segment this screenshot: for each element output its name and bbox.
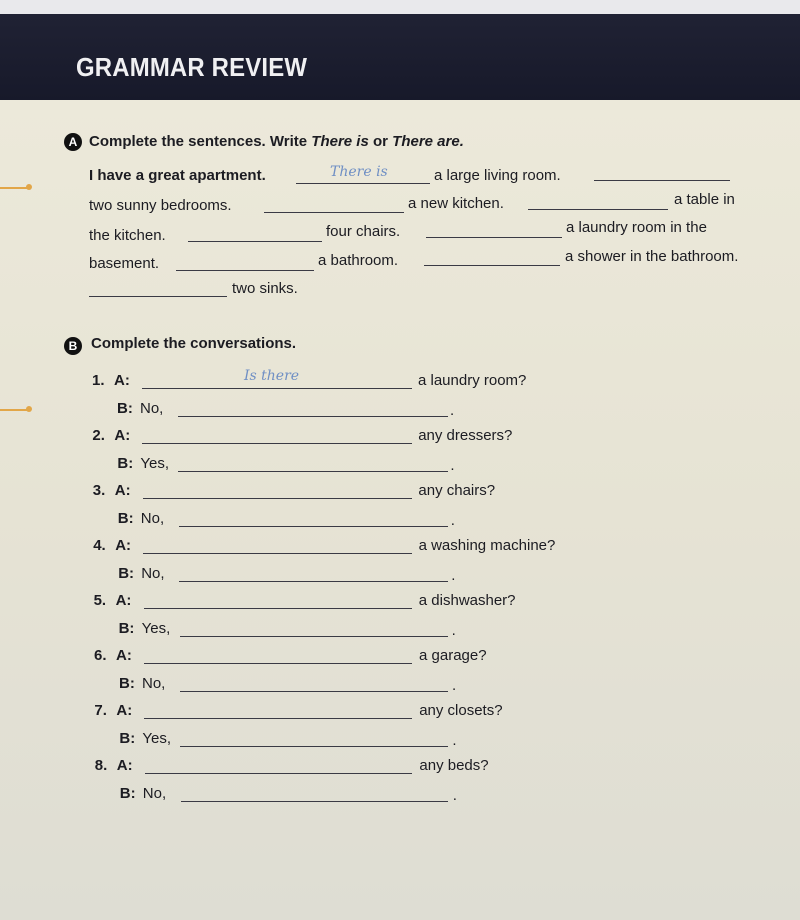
- sentence-text: four chairs.: [326, 223, 401, 240]
- speaker-a-label: A:: [114, 482, 131, 499]
- question-ending: any closets?: [419, 702, 503, 719]
- speaker-a-label: A:: [116, 702, 133, 719]
- speaker-a-label: A:: [115, 592, 132, 609]
- period-mark: .: [451, 622, 456, 639]
- question-ending: a dishwasher?: [418, 592, 516, 609]
- answer-blank[interactable]: [89, 296, 227, 297]
- answer-blank[interactable]: [180, 636, 448, 637]
- speaker-b-label: B:: [117, 400, 133, 417]
- section-b-badge: B: [64, 337, 82, 355]
- sentence-text: the kitchen.: [89, 227, 166, 244]
- question-blank[interactable]: [145, 773, 412, 774]
- margin-arrow-icon: [0, 409, 30, 411]
- answer-blank[interactable]: [264, 212, 404, 213]
- question-ending: any beds?: [419, 757, 489, 774]
- period-mark: .: [452, 677, 457, 694]
- answer-start: No,: [140, 510, 165, 527]
- answer-blank[interactable]: [594, 180, 730, 181]
- answer-start: No,: [141, 565, 165, 582]
- section-a-badge: A: [64, 133, 82, 151]
- sentence-text: a shower in the bathroom.: [565, 248, 739, 265]
- question-blank[interactable]: [142, 443, 412, 444]
- question-ending: a laundry room?: [418, 372, 527, 389]
- answer-start: Yes,: [140, 455, 170, 472]
- answer-blank[interactable]: [176, 270, 314, 271]
- handwritten-answer: Is there: [244, 368, 300, 384]
- answer-blank[interactable]: [424, 265, 560, 266]
- period-mark: .: [451, 567, 456, 584]
- question-ending: any chairs?: [418, 482, 496, 499]
- sentence-text: a large living room.: [434, 167, 561, 184]
- question-ending: a garage?: [419, 647, 487, 664]
- speaker-b-label: B:: [119, 730, 136, 747]
- sentence-text: a new kitchen.: [408, 195, 504, 212]
- speaker-b-label: B:: [117, 455, 134, 472]
- period-mark: .: [450, 457, 455, 474]
- answer-start: Yes,: [141, 620, 171, 637]
- answer-start: No,: [142, 675, 166, 692]
- speaker-a-label: A:: [114, 427, 131, 444]
- sentence-text: I have a great apartment.: [89, 167, 266, 184]
- item-number: 4.: [93, 537, 106, 554]
- answer-blank[interactable]: [528, 209, 668, 210]
- speaker-b-label: B:: [118, 620, 135, 637]
- answer-blank[interactable]: [426, 237, 562, 238]
- item-number: 2.: [92, 427, 105, 444]
- item-number: 6.: [94, 647, 107, 664]
- top-edge: [0, 0, 800, 14]
- item-number: 1.: [92, 372, 105, 389]
- question-blank[interactable]: [142, 388, 412, 389]
- answer-start: Yes,: [142, 730, 172, 747]
- margin-arrow-icon: [0, 187, 30, 189]
- period-mark: .: [452, 787, 457, 804]
- answer-blank[interactable]: [181, 801, 448, 802]
- question-blank[interactable]: [144, 608, 412, 609]
- speaker-b-label: B:: [119, 785, 136, 802]
- answer-blank[interactable]: [178, 416, 448, 417]
- question-ending: any dressers?: [418, 427, 513, 444]
- speaker-b-label: B:: [119, 675, 135, 692]
- sentence-text: two sinks.: [232, 280, 298, 297]
- sentence-text: a bathroom.: [318, 252, 399, 269]
- answer-blank[interactable]: [178, 471, 448, 472]
- answer-blank[interactable]: [180, 691, 448, 692]
- item-number: 5.: [93, 592, 107, 609]
- period-mark: .: [450, 402, 455, 419]
- section-b-instruction: Complete the conversations.: [91, 335, 297, 352]
- item-number: 3.: [92, 482, 106, 499]
- answer-blank[interactable]: [179, 526, 448, 527]
- answer-blank[interactable]: [179, 581, 448, 582]
- answer-blank[interactable]: [188, 241, 322, 242]
- item-number: 7.: [94, 702, 107, 719]
- answer-blank[interactable]: [180, 746, 448, 747]
- sentence-text: basement.: [89, 255, 160, 272]
- speaker-a-label: A:: [114, 372, 130, 389]
- sentence-text: a laundry room in the: [566, 219, 707, 236]
- question-blank[interactable]: [144, 663, 412, 664]
- sentence-text: two sunny bedrooms.: [89, 197, 232, 214]
- item-number: 8.: [94, 757, 108, 774]
- speaker-b-label: B:: [118, 565, 135, 582]
- question-blank[interactable]: [143, 498, 412, 499]
- answer-start: No,: [140, 400, 164, 417]
- section-a-instruction: Complete the sentences. Write There is or There are.: [89, 133, 464, 150]
- header-banner: [0, 14, 800, 100]
- question-blank[interactable]: [143, 553, 412, 554]
- speaker-a-label: A:: [116, 757, 133, 774]
- sentence-text: a table in: [674, 191, 735, 208]
- answer-blank[interactable]: [296, 183, 430, 184]
- speaker-a-label: A:: [115, 537, 132, 554]
- question-ending: a washing machine?: [418, 537, 556, 554]
- period-mark: .: [452, 732, 457, 749]
- period-mark: .: [450, 512, 455, 529]
- handwritten-answer: There is: [330, 164, 388, 180]
- speaker-b-label: B:: [117, 510, 134, 527]
- speaker-a-label: A:: [116, 647, 132, 664]
- question-blank[interactable]: [144, 718, 412, 719]
- answer-start: No,: [142, 785, 167, 802]
- page-title: GRAMMAR REVIEW: [76, 52, 308, 82]
